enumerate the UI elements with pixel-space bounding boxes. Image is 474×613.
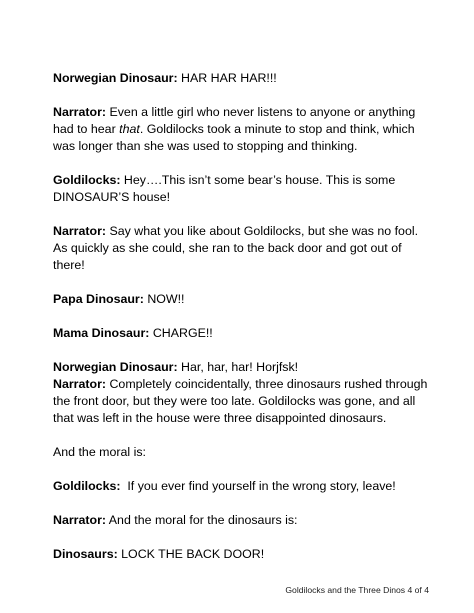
dialogue-text: Hey….This isn’t some bear’s house. This is some DINOSAUR’S house! xyxy=(53,173,396,204)
dialogue-line xyxy=(53,172,429,206)
dialogue-line xyxy=(53,546,429,563)
speaker-name: Narrator: xyxy=(53,377,107,391)
dialogue-text: Say what you like about Goldilocks, but she was no fool. As quickly as she could, she ran to the back door and got out of there! xyxy=(53,224,419,272)
dialogue-line xyxy=(53,376,429,427)
dialogue-line xyxy=(53,478,429,495)
speaker-name: Mama Dinosaur: xyxy=(53,326,150,340)
dialogue-line xyxy=(53,223,429,274)
speaker-name: Narrator: xyxy=(53,105,107,119)
dialogue-text: CHARGE!! xyxy=(149,326,213,340)
dialogue-text: LOCK THE BACK DOOR! xyxy=(117,547,265,561)
dialogue-text: . Goldilocks took a minute to stop and think, which was longer than she was used to stopping and thinking. xyxy=(53,122,415,153)
speaker-name: Dinosaurs: xyxy=(53,547,118,561)
dialogue-text: And the moral for the dinosaurs is: xyxy=(106,513,298,527)
speaker-name: Goldilocks: xyxy=(53,173,121,187)
speaker-name: Goldilocks: xyxy=(53,479,121,493)
speaker-name: Norwegian Dinosaur: xyxy=(53,360,178,374)
speaker-name: Norwegian Dinosaur: xyxy=(53,71,178,85)
speaker-name: Narrator: xyxy=(53,513,107,527)
narrative-line xyxy=(53,444,429,461)
dialogue-line xyxy=(53,291,429,308)
dialogue-text: HAR HAR HAR!!! xyxy=(177,71,277,85)
script-page xyxy=(53,70,429,580)
dialogue-line xyxy=(53,512,429,529)
dialogue-text: Har, har, har! Horjfsk! xyxy=(177,360,299,374)
speaker-name: Papa Dinosaur: xyxy=(53,292,144,306)
dialogue-line xyxy=(53,70,429,87)
dialogue-text: If you ever find yourself in the wrong story, leave! xyxy=(120,479,396,493)
dialogue-line xyxy=(53,325,429,342)
dialogue-line xyxy=(53,104,429,155)
narrative-text: And the moral is: xyxy=(53,445,146,459)
dialogue-text: Even a little girl who never listens to anyone or anything had to hear xyxy=(53,105,416,136)
dialogue-line xyxy=(53,359,429,376)
emphasized-text: that xyxy=(119,122,140,136)
page-footer: Goldilocks and the Three Dinos 4 of 4 xyxy=(285,585,429,595)
speaker-name: Narrator: xyxy=(53,224,107,238)
dialogue-text: NOW!! xyxy=(143,292,185,306)
dialogue-text: Completely coincidentally, three dinosaurs rushed through the front door, but they were too late. Goldilocks was gone, and all that was left in the house were three disappointed dinosaurs. xyxy=(53,377,428,425)
